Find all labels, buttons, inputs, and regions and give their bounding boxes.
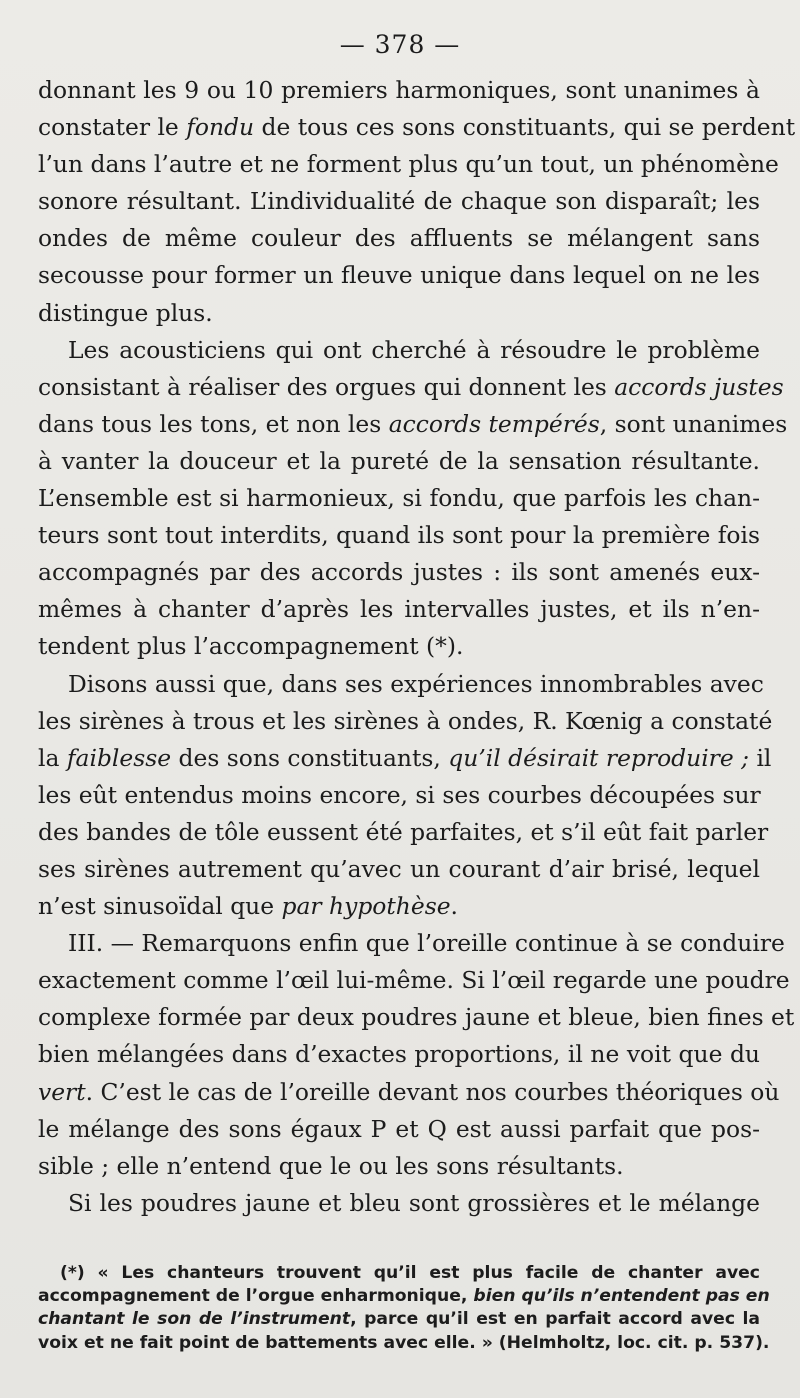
text-line: [38, 146, 779, 183]
text-run: n’est sinusoïdal que: [38, 892, 282, 921]
italic-text: accords justes: [614, 372, 784, 401]
text-run: . C’est le cas de l’oreille devant nos courbes théoriques où: [85, 1077, 780, 1106]
text-run: ses sirènes autrement qu’avec un courant d’air brisé, lequel: [38, 854, 760, 883]
text-run: complexe formée par deux poudres jaune et bleue, bien fines et: [38, 1003, 795, 1032]
text-run: teurs sont tout interdits, quand ils sont pour la première fois: [38, 521, 760, 550]
body-text: [38, 72, 796, 1222]
text-run: , parce qu’il est en parfait accord avec la: [350, 1309, 761, 1330]
footnote: [38, 1262, 770, 1355]
text-line: [38, 480, 760, 517]
text-line: [38, 851, 760, 888]
italic-text: fondu: [186, 113, 255, 142]
text-line: [38, 332, 760, 369]
footnote-line: [38, 1308, 760, 1331]
text-line: [38, 814, 769, 851]
text-line: [38, 1074, 780, 1111]
italic-text: faiblesse: [66, 743, 172, 772]
text-line: [38, 517, 760, 554]
text-run: consistant à réaliser des orgues qui donnent les: [38, 372, 615, 401]
text-line: [38, 1111, 760, 1148]
text-run: le mélange des sons égaux P et Q est aussi parfait que pos-: [38, 1114, 760, 1143]
text-run: de tous ces sons constituants, qui se perdent: [254, 113, 796, 142]
text-line: [38, 1148, 760, 1185]
text-run: exactement comme l’œil lui-même. Si l’œil regarde une poudre: [38, 966, 790, 995]
footnote-line: [38, 1285, 770, 1308]
text-line: [38, 888, 760, 925]
text-line: [38, 666, 764, 703]
text-run: des bandes de tôle eussent été parfaites, et s’il eût fait parler: [38, 817, 769, 846]
text-line: [38, 962, 790, 999]
italic-text: qu’il désirait reproduire ;: [448, 743, 750, 772]
text-run: des sons constituants,: [171, 743, 449, 772]
text-run: L’ensemble est si harmonieux, si fondu, que parfois les chan-: [38, 484, 760, 513]
text-run: les eût entendus moins encore, si ses courbes découpées sur: [38, 780, 761, 809]
text-line: [38, 925, 785, 962]
text-run: secousse pour former un fleuve unique dans lequel on ne les: [38, 261, 760, 290]
text-run: distingue plus.: [38, 298, 213, 327]
text-run: voix et ne fait point de battements avec elle. » (Helmholtz, loc. cit. p. 537).: [38, 1332, 770, 1353]
italic-text: accords tempérés: [388, 409, 600, 438]
text-run: tendent plus l’accompagnement (*).: [38, 632, 464, 661]
text-line: [38, 703, 773, 740]
text-line: [38, 777, 760, 814]
text-run: accompagnés par des accords justes : ils sont amenés eux-: [38, 558, 760, 587]
text-line: [38, 591, 760, 628]
text-run: (*) « Les chanteurs trouvent qu’il est plus facile de chanter avec: [60, 1263, 760, 1283]
text-run: la: [38, 743, 67, 772]
italic-text: chantant le son de l’instrument: [38, 1309, 351, 1330]
text-line: [38, 740, 772, 777]
page-number: — 378 —: [339, 30, 461, 59]
text-run: Si les poudres jaune et bleu sont grossières et le mélange: [68, 1188, 760, 1217]
text-line: [38, 554, 760, 591]
text-line: [38, 109, 796, 146]
text-run: ondes de même couleur des affluents se mélangent sans: [38, 224, 760, 253]
text-run: les sirènes à trous et les sirènes à ondes, R. Kœnig a constaté: [38, 706, 773, 735]
text-run: Les acousticiens qui ont cherché à résoudre le problème: [68, 335, 760, 364]
text-line: [38, 1185, 760, 1222]
text-run: donnant les 9 ou 10 premiers harmoniques, sont unanimes à: [38, 76, 760, 104]
italic-text: vert: [38, 1077, 86, 1106]
italic-text: bien qu’ils n’entendent pas en: [473, 1286, 770, 1307]
text-run: à vanter la douceur et la pureté de la sensation résultante.: [38, 446, 760, 475]
footnote-line: [38, 1332, 770, 1355]
text-line: [38, 72, 760, 109]
italic-text: par hypothèse: [281, 892, 451, 921]
text-run: dans tous les tons, et non les: [38, 409, 389, 438]
text-line: [38, 183, 760, 220]
text-run: mêmes à chanter d’après les intervalles justes, et ils n’en-: [38, 595, 760, 624]
text-run: .: [450, 892, 458, 921]
text-run: Disons aussi que, dans ses expériences innombrables avec: [68, 669, 764, 698]
text-run: sonore résultant. L’individualité de chaque son disparaît; les: [38, 187, 760, 216]
text-line: [38, 999, 795, 1036]
text-run: il: [749, 743, 772, 772]
text-line: [38, 628, 760, 665]
text-line: [38, 443, 760, 480]
text-line: [38, 220, 760, 257]
text-run: accompagnement de l’orgue enharmonique,: [38, 1286, 474, 1307]
text-run: l’un dans l’autre et ne forment plus qu’un tout, un phénomène: [38, 150, 779, 179]
text-line: [38, 295, 760, 332]
text-run: bien mélangées dans d’exactes proportions, il ne voit que du: [38, 1040, 760, 1069]
text-line: [38, 369, 784, 406]
text-run: constater le: [38, 113, 187, 142]
text-line: [38, 1036, 760, 1073]
text-run: sible ; elle n’entend que le ou les sons résultants.: [38, 1151, 624, 1180]
text-line: [38, 257, 760, 294]
text-run: III. — Remarquons enfin que l’oreille continue à se conduire: [68, 929, 785, 958]
footnote-line: [38, 1262, 760, 1285]
text-line: [38, 406, 788, 443]
text-run: , sont unanimes: [599, 409, 788, 438]
